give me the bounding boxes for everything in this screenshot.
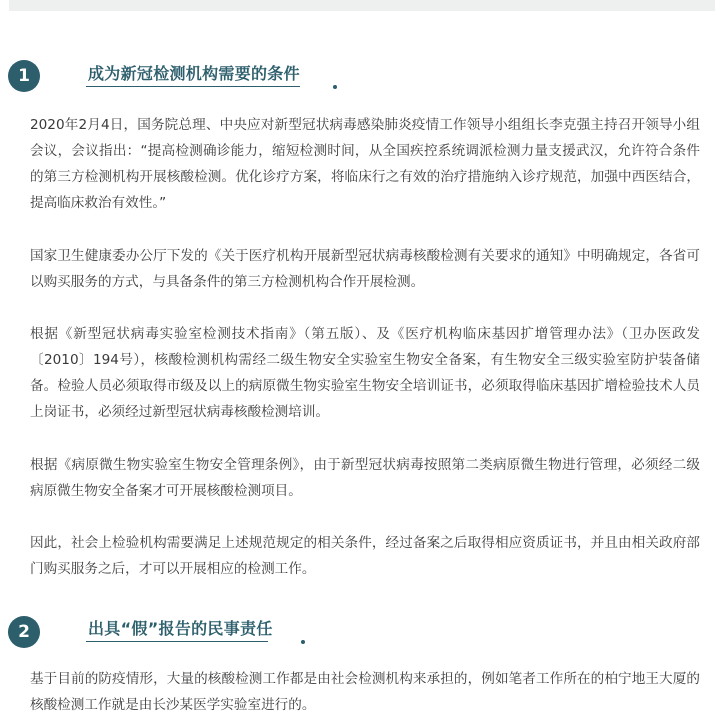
paragraph: 2020年2月4日，国务院总理、中央应对新型冠状病毒感染肺炎疫情工作领导小组组长李克强主持召开领导小组会议，会议指出：“提高检测确诊能力，缩短检测时间，从全国疾控系统调派检测力量支援武汉，允许符合条件的第三方检测机构开展核酸检测。优化诊疗方案，将临床行之有效的治疗措施纳入诊疗规范，加强中西医结合，提高临床救治有效性。”: [30, 117, 700, 211]
paragraph: 国家卫生健康委办公厅下发的《关于医疗机构开展新型冠状病毒核酸检测有关要求的通知》中明确规定，各省可以购买服务的方式，与具备条件的第三方检测机构合作开展检测。: [30, 248, 700, 290]
title-underline: [86, 641, 268, 642]
section-title: 成为新冠检测机构需要的条件: [88, 64, 300, 83]
title-underline: [86, 86, 300, 87]
section-header-2: [0, 611, 724, 661]
paragraph: 根据《新型冠状病毒实验室检测技术指南》（第五版）、及《医疗机构临床基因扩增管理办法》（卫办医政发〔2010〕194号），核酸检测机构需经二级生物安全实验室生物安全备案，有生物安全三级实验室防护装备储备。检验人员必须取得市级及以上的病原微生物实验室生物安全培训证书，必须取得临床基因扩增检验技术人员上岗证书，必须经过新型冠状病毒核酸检测培训。: [30, 326, 700, 420]
paragraph: 因此，社会上检验机构需要满足上述规范规定的相关条件，经过备案之后取得相应资质证书，并且由相关政府部门购买服务之后，才可以开展相应的检测工作。: [30, 535, 700, 577]
title-dot: [333, 85, 337, 89]
section-header-1: [0, 54, 724, 104]
section-number-badge: 1: [8, 60, 40, 92]
paragraph: 基于目前的防疫情形，大量的核酸检测工作都是由社会检测机构来承担的，例如笔者工作所在的柏宁地王大厦的核酸检测工作就是由长沙某医学实验室进行的。: [30, 671, 700, 713]
title-dot: [301, 640, 305, 644]
section-title: 出具“假”报告的民事责任: [88, 619, 273, 638]
paragraph: 根据《病原微生物实验室生物安全管理条例》，由于新型冠状病毒按照第二类病原微生物进行管理，必须经二级病原微生物安全备案才可开展核酸检测项目。: [30, 457, 700, 499]
section-number-badge: 2: [8, 616, 40, 648]
top-divider-band: [9, 0, 715, 11]
